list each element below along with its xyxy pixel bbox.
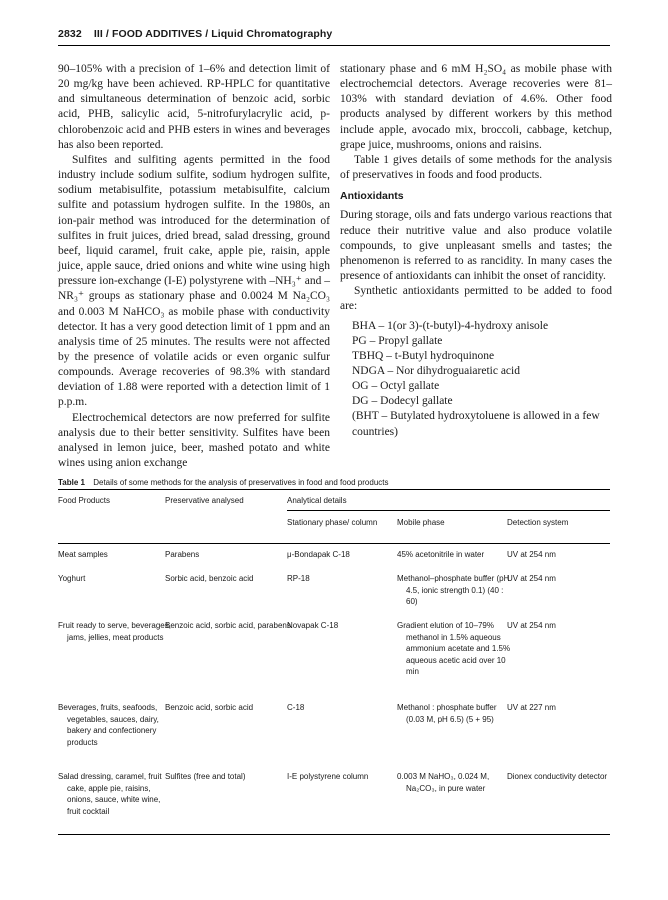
paragraph: Electrochemical detectors are now preferred for sulfite analysis due to their better sensitivity. Sulfites have been analysed in lemon juice, beer, mashed potato and white wines using anion exchange [58,411,330,470]
header-preservative: Preservative analysed [165,496,244,505]
cell-stationary: μ-Bondapak C-18 [287,550,350,559]
cell-detection: UV at 254 nm [507,550,556,559]
list-item: BHA – 1(or 3)-(t-butyl)-4-hydroxy anisole [352,319,549,332]
left-column [58,62,330,471]
table-header-rule [58,543,610,544]
header-mobile-phase: Mobile phase [397,518,445,527]
cell-food: Yoghurt [58,574,86,583]
right-column [340,62,612,440]
cell-stationary: C-18 [287,703,305,712]
header-analytical-details: Analytical details [287,496,347,505]
cell-food: Salad dressing, caramel, fruit cake, apple pie, raisins, onions, sauce, white wine, fruit cocktail [58,772,162,816]
paragraph: Synthetic antioxidants permitted to be added to food are: [340,285,612,313]
page-number: 2832 [58,28,82,40]
cell-preservative: Sulfites (free and total) [165,772,246,781]
header-stationary-phase: Stationary phase/ column [287,518,378,527]
cell-mobile: 0.003 M NaHO₃, 0.024 M, Na₂CO₃, in pure water [397,772,490,793]
cell-preservative: Parabens [165,550,200,559]
analytical-subrule [287,510,610,511]
cell-stationary: I-E polystyrene column [287,772,369,781]
cell-stationary: Novapak C-18 [287,621,339,630]
cell-mobile: 45% acetonitrile in water [397,550,485,559]
cell-detection: UV at 254 nm [507,621,556,630]
cell-detection: UV at 227 nm [507,703,556,712]
paragraph: Sulfites and sulfiting agents permitted in the food industry include sodium sulfite, sodium hydrogen sulfite, sodium metabisulfite, potassium metabisulfite, calcium sulfite and potassium hydrogen sulfite. In the 1980s, an ion-pair method was introduced for the determination of sulfites in fruit juices, dried bread, salad dressing, ground beef, liquid caramel, fruit cake, apple pie, raisin, apple juice, apple sauce, dried onions and white wine using high pressure ion-exchange (I-E) polystyrene with –NH₃⁺ and –NR₃⁺ groups as stationary phase and 0.0024 M Na₂CO₃ and 0.003 M NaHCO₃ as mobile phase with conductivity detector. It has a very good detection limit of 1 ppm and an analysis time of 25 minutes. The results were not affected by the presence of volatile acids or even organic sulfur compounds. Average recoveries of 98.3% with standard deviation of 1.88 were reported with a detection limit of 1 p.p.m. [58,153,330,409]
cell-preservative: Sorbic acid, benzoic acid [165,574,254,583]
cell-detection: Dionex conductivity detector [507,772,608,781]
cell-food: Meat samples [58,550,108,559]
cell-preservative: Benzoic acid, sorbic acid [165,703,254,712]
paragraph: Table 1 gives details of some methods for the analysis of preservatives in foods and food products. [340,153,612,182]
list-item: OG – Octyl gallate [352,380,440,393]
section-title: III / FOOD ADDITIVES / Liquid Chromatography [93,28,333,40]
list-item: (BHT – Butylated hydroxytoluene is allowed in a few countries) [352,410,600,438]
list-item: DG – Dodecyl gallate [352,395,453,408]
table-caption [58,478,610,487]
cell-mobile: Methanol–phosphate buffer (pH 4.5, ionic strength 0.1) (40 : 60) [397,574,510,607]
antioxidant-list [340,319,612,440]
cell-detection: UV at 254 nm [507,574,556,583]
list-item: TBHQ – t-Butyl hydroquinone [352,349,495,362]
cell-food: Beverages, fruits, seafoods, vegetables, sauces, dairy, bakery and confectionery products [58,703,159,747]
cell-mobile: Gradient elution of 10–79% methanol in 1.5% aqueous ammonium acetate and 1.5% aqueous acetic acid over 10 min [397,621,511,677]
table-top-rule [58,489,610,490]
header-food-products: Food Products [58,496,111,505]
cell-stationary: RP-18 [287,574,310,583]
cell-food: Fruit ready to serve, beverages, jams, jellies, meat products [58,621,171,642]
cell-mobile: Methanol : phosphate buffer (0.03 M, pH 6.5) (5 + 95) [397,703,497,724]
header-detection-system: Detection system [507,518,569,527]
list-item: PG – Propyl gallate [352,334,443,347]
paragraph: 90–105% with a precision of 1–6% and detection limit of 20 mg/kg have been achieved. RP-HPLC for quantitative and simultaneous determination of benzoic acid, sorbic acid, PHB, salicylic acid, 5-nitrofurylacrylic acid, p-chlorobenzoic acid and PHB esters in wines and beverages has also been reported. [58,63,330,151]
table-caption-text: Details of some methods for the analysis of preservatives in food and food products [93,478,389,487]
paragraph: stationary phase and 6 mM H₂SO₄ as mobile phase with electrochemcial detectors. Average recoveries were 81–103% with standard deviation of 4.6%. Other food products analysed by different workers by this method include apple, avocado mix, broccoli, cabbage, ketchup, grape juice, mushrooms, onions and raisins. [340,63,612,151]
header-rule [58,45,610,46]
table-label: Table 1 [58,478,85,487]
section-heading: Antioxidants [340,190,404,203]
table-bottom-rule [58,834,610,835]
running-header [58,28,610,40]
cell-preservative: Benzoic acid, sorbic acid, parabens [165,621,291,630]
paragraph: During storage, oils and fats undergo various reactions that reduce their nutritive value and also produce volatile compounds, to give unpleasant smells and tastes; the phenomenon is referred to as rancidity. In many cases the presence of antioxidants can inhibit the onset of rancidity. [340,209,612,283]
list-item: NDGA – Nor dihydroguaiaretic acid [352,364,520,377]
